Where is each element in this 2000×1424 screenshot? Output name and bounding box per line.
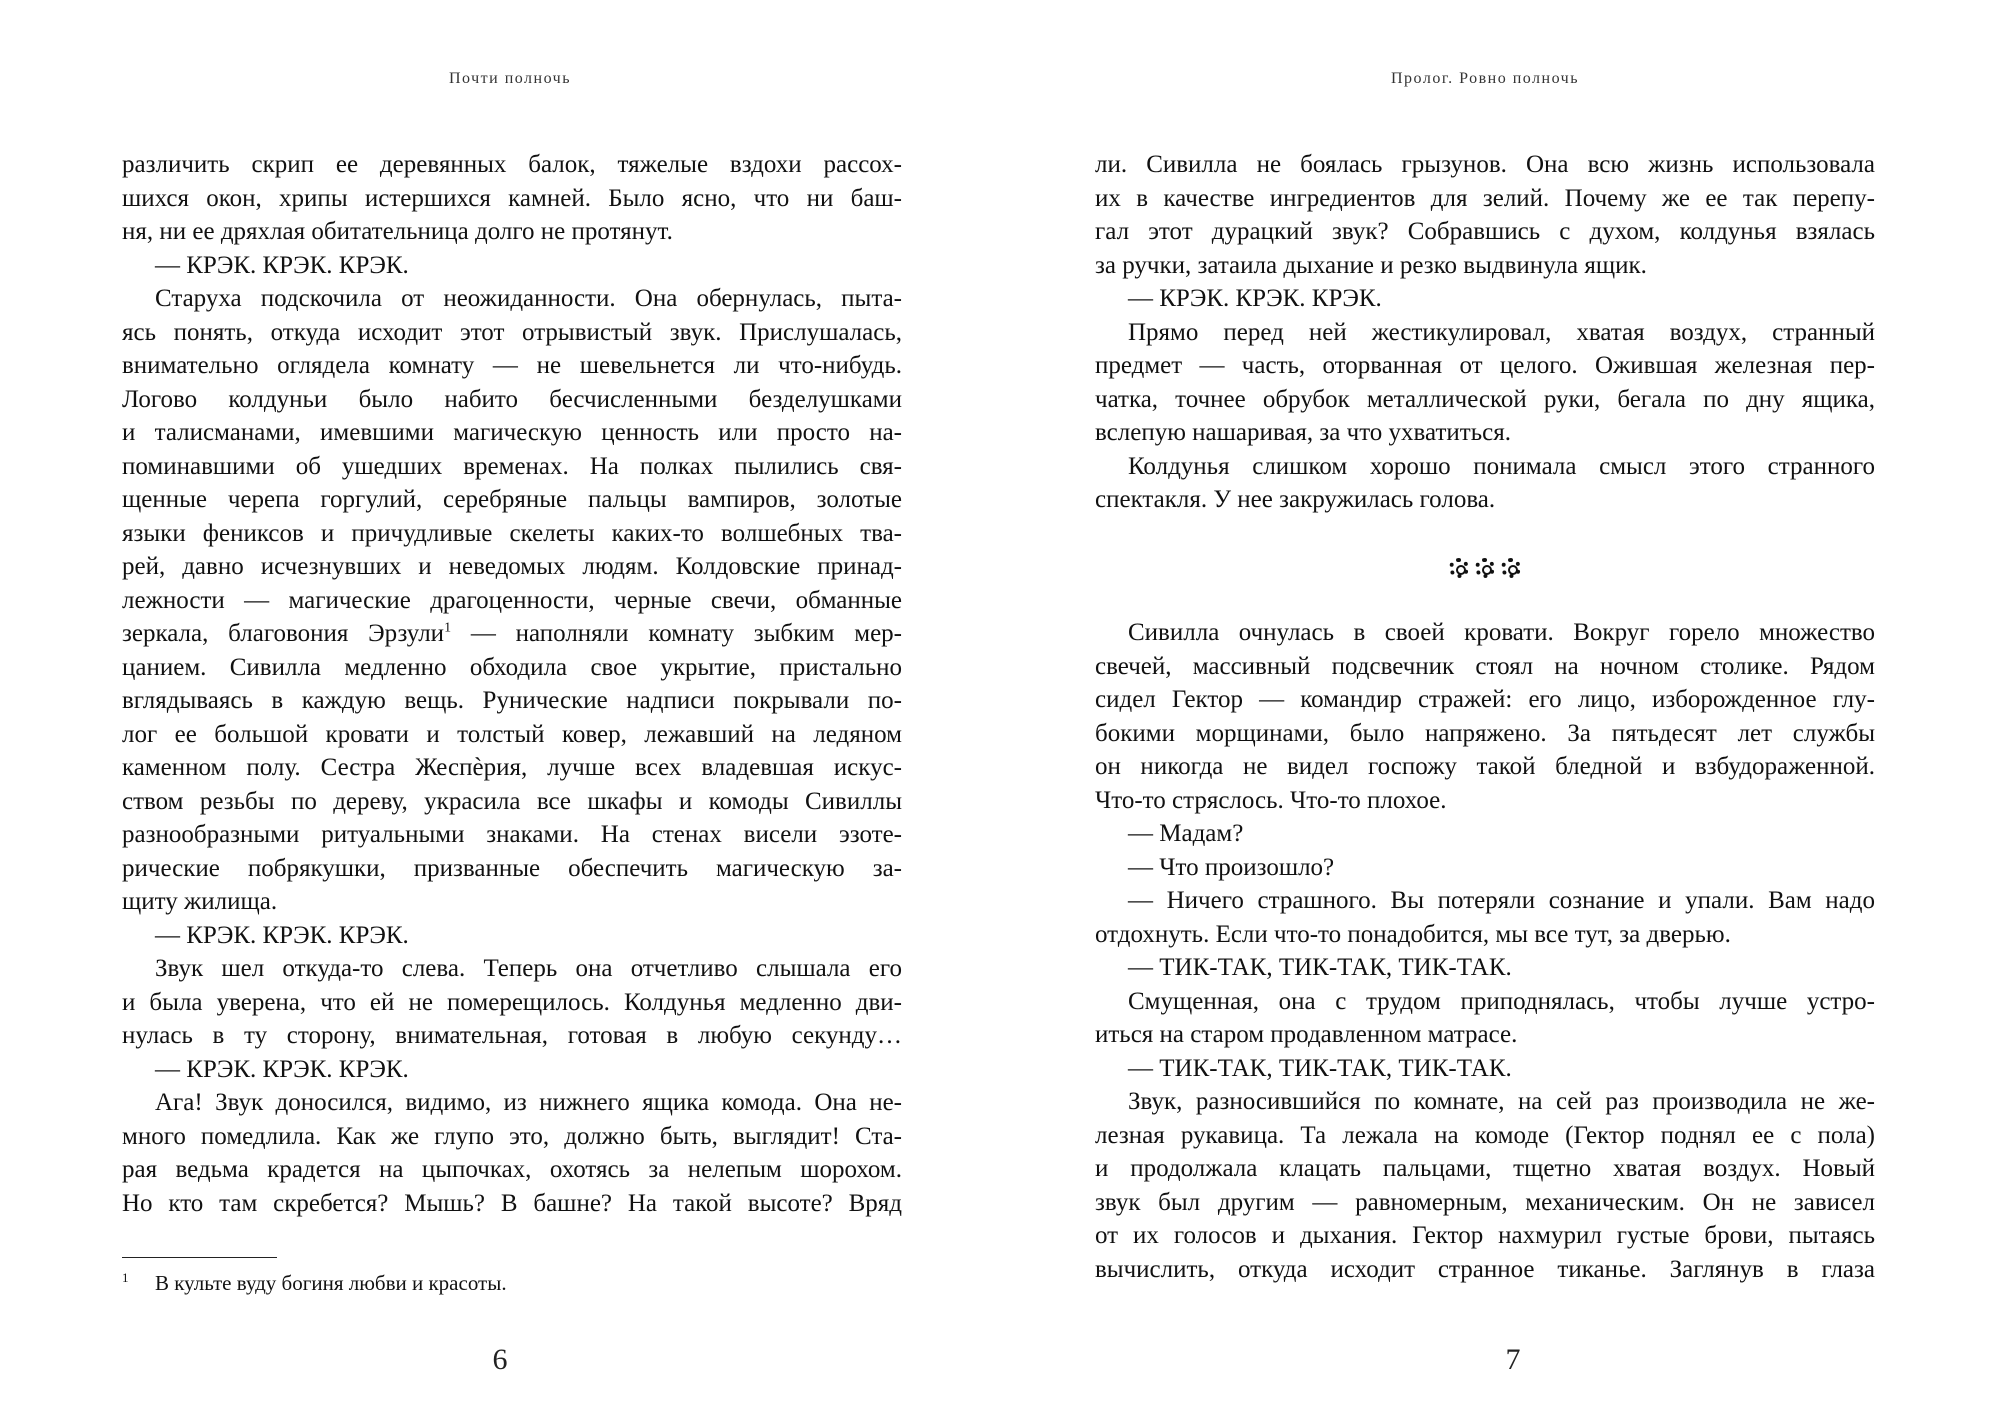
page-number-left: 6 (492, 1343, 508, 1376)
text-line: языки фениксов и причудливые скелеты каких-то волшебных тва- (122, 519, 902, 547)
text-line: Звук, разносившийся по комнате, на сей раз производила не же- (1128, 1088, 1875, 1115)
text-line: Ага! Звук доносился, видимо, из нижнего ящика комода. Она не- (155, 1089, 902, 1116)
text-line: предмет — часть, оторванная от целого. Ожившая железная пер- (1095, 352, 1875, 379)
text-segment: — наполняли комнату зыбким мер- (451, 620, 903, 647)
text-line: внимательно оглядела комнату — не шевельнется ли что-нибудь. (122, 352, 902, 379)
text-line: лезная рукавица. Та лежала на комоде (Гектор поднял ее с пола) (1095, 1121, 1875, 1149)
text-line: за ручки, затаила дыхание и резко выдвинула ящик. (1095, 251, 1647, 279)
text-line: различить скрип ее деревянных балок, тяжелые вздохи рассох- (122, 151, 902, 178)
text-line: лог ее большой кровати и толстый ковер, лежавший на ледяном (122, 720, 902, 748)
dialog-line: — ТИК-ТАК, ТИК-ТАК, ТИК-ТАК. (1128, 1054, 1512, 1082)
text-line: Звук шел откуда-то слева. Теперь она отчетливо слышала его (155, 955, 902, 982)
text-line: чатка, точнее обрубок металлической руки, бегала по дну ящика, (1095, 385, 1875, 413)
text-line: поминавшими об ушедших временах. На полках пылились свя- (122, 452, 902, 480)
text-line: нулась в ту сторону, внимательная, готовая в любую секунду… (122, 1022, 902, 1049)
text-line: свечей, массивный подсвечник стоял на ночном столике. Рядом (1095, 652, 1875, 680)
text-line: отдохнуть. Если что-то понадобится, мы все тут, за дверью. (1095, 920, 1731, 948)
footnote-divider (122, 1257, 277, 1258)
text-line: Смущенная, она с трудом приподнялась, чтобы лучше устро- (1128, 987, 1875, 1015)
text-line: вслепую нашаривая, за что ухватиться. (1095, 419, 1511, 446)
text-line: разнообразными ритуальными знаками. На стенах висели эзоте- (122, 821, 902, 848)
footnote-text: В культе вуду богиня любви и красоты. (155, 1271, 507, 1295)
text-line: Но кто там скребется? Мышь? В башне? На такой высоте? Вряд (122, 1189, 902, 1217)
text-line: Что-то стряслось. Что-то плохое. (1095, 786, 1447, 814)
text-line: Прямо перед ней жестикулировал, хватая воздух, странный (1128, 318, 1875, 346)
text-line: ли. Сивилла не боялась грызунов. Она всю жизнь использовала (1095, 151, 1875, 178)
gear-icon (1449, 558, 1469, 578)
text-line: звук был другим — равномерным, механическим. Он не зависел (1095, 1188, 1875, 1216)
text-line: ством резьбы по дереву, украсила все шкафы и комоды Сивиллы (122, 787, 902, 815)
text-line: щенные черепа горгулий, серебряные пальцы вампиров, золотые (122, 486, 902, 513)
left-page-body (122, 148, 902, 1220)
text-line: рей, давно исчезнувших и неведомых людям. Колдовские принад- (122, 553, 902, 580)
right-page (1000, 0, 2000, 1424)
text-line: много помедлила. Как же глупо это, должно быть, выглядит! Ста- (122, 1122, 902, 1150)
running-head-right: Пролог. Ровно полночь (1390, 70, 1580, 87)
text-line: Колдунья слишком хорошо понимала смысл этого странного (1128, 452, 1875, 480)
text-line: и талисманами, имевшими магическую ценность или просто на- (122, 419, 902, 446)
text-line: иться на старом продавленном матрасе. (1095, 1021, 1518, 1048)
dialog-line: — ТИК-ТАК, ТИК-ТАК, ТИК-ТАК. (1128, 954, 1512, 981)
gear-icon (1475, 558, 1495, 578)
page-number-right: 7 (1505, 1343, 1521, 1376)
dialog-line: — Что произошло? (1128, 853, 1335, 881)
text-line: их в качестве ингредиентов для зелий. Почему же ее так перепу- (1095, 184, 1875, 212)
dialog-line: — КРЭК. КРЭК. КРЭК. (1128, 285, 1382, 312)
text-line: лежности — магические драгоценности, черные свечи, обманные (122, 586, 902, 614)
text-line-with-note (122, 617, 902, 651)
text-line: он никогда не видел госпожу такой бледной и взбудораженной. (1095, 753, 1875, 780)
footnote-reference: 1 (444, 620, 452, 636)
text-line: спектакля. У нее закружилась голова. (1095, 486, 1496, 513)
text-line: и была уверена, что ей не померещилось. Колдунья медленно дви- (122, 988, 902, 1016)
dialog-line: — КРЭК. КРЭК. КРЭК. (155, 1055, 409, 1083)
text-segment: зеркала, благовония Эрзули (122, 620, 445, 647)
text-line: Логово колдуньи было набито бесчисленными безделушками (122, 385, 902, 413)
text-line: — Ничего страшного. Вы потеряли сознание и упали. Вам надо (1128, 887, 1875, 914)
footnote-mark: 1 (122, 1270, 129, 1285)
text-line: рические побрякушки, призванные обеспечить магическую за- (122, 854, 902, 882)
text-line: гал этот дурацкий звук? Собравшись с духом, колдунья взялась (1095, 218, 1875, 245)
text-line: ня, ни ее дряхлая обитательница долго не протянут. (122, 218, 673, 245)
text-line: бокими морщинами, было напряжено. За пятьдесят лет службы (1095, 719, 1875, 747)
text-line: Сивилла очнулась в своей кровати. Вокруг горело множество (1128, 619, 1875, 646)
text-line: вглядываясь в каждую вещь. Рунические надписи покрывали по- (122, 687, 902, 714)
dialog-line: — Мадам? (1128, 820, 1244, 847)
right-page-body (1095, 148, 1875, 1286)
section-break-ornament (1095, 550, 1875, 584)
dialog-line: — КРЭК. КРЭК. КРЭК. (155, 251, 409, 279)
text-line: сидел Гектор — командир стражей: его лицо, изборожденное глу- (1095, 686, 1875, 713)
text-line: щиту жилища. (122, 888, 278, 915)
text-line: шихся окон, хрипы истершихся камней. Было ясно, что ни баш- (122, 184, 902, 212)
text-line: вычислить, откуда исходит странное тиканье. Заглянув в глаза (1095, 1255, 1875, 1283)
text-line: и продолжала клацать пальцами, тщетно хватая воздух. Новый (1095, 1155, 1875, 1182)
footnote (122, 1270, 507, 1296)
running-head-left: Почти полночь (448, 70, 572, 87)
text-line: каменном полу. Сестра Жеспѐрия, лучше всех владевшая искус- (122, 754, 902, 781)
text-line: ясь понять, откуда исходит этот отрывистый звук. Прислушалась, (122, 318, 902, 346)
dialog-line: — КРЭК. КРЭК. КРЭК. (155, 921, 409, 949)
text-line: Старуха подскочила от неожиданности. Она обернулась, пыта- (155, 285, 902, 312)
gear-icon (1501, 558, 1521, 578)
text-line: рая ведьма крадется на цыпочках, охотясь за нелепым шорохом. (122, 1156, 902, 1183)
text-line: цанием. Сивилла медленно обходила свое укрытие, пристально (122, 653, 902, 681)
text-line: от их голосов и дыхания. Гектор нахмурил густые брови, пытаясь (1095, 1222, 1875, 1249)
